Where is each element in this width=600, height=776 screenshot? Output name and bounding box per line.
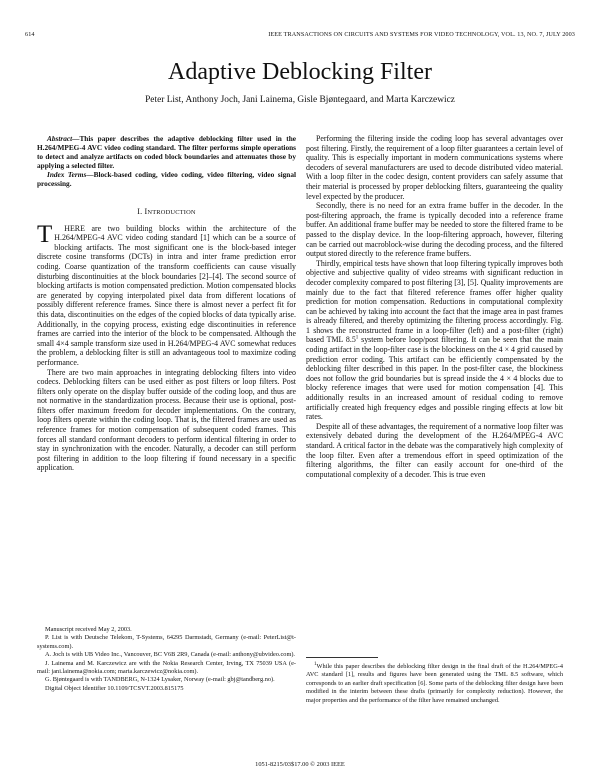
footnote-lainema: J. Lainema and M. Karczewicz are with the Nokia Research Center, Irving, TX 75039 USA (e-mail: jani.lainema@nokia.com; marta.karczewicz@nokia.com). [37,659,296,676]
intro-paragraph-1-text: HERE are two building blocks within the architecture of the H.264/MPEG-4 AVC video coding standard [1] which can be a source of blocking artifacts. The most significant one is the block-based integer discrete cosine transforms (DCTs) in intra and inter frame prediction error coding. Coarse quantization of the transform coefficients can cause visually disturbing discontinuities at the block boundaries [2]–[4]. The second source of blocking artifacts is motion compensated prediction. Motion compensated blocks are generated by copying interpolated pixel data from different locations of possibly different reference frames. Since there is almost never a perfect fit for this data, discontinuities on the edges of the copied blocks of data typically arise. Additionally, in the copying process, existing edge discontinuities in reference frames are carried into the interior of the block to be compensated. Although the small 4×4 sample transform size used in H.264/MPEG-4 AVC somewhat reduces the problem, a deblocking filter is still an advantageous tool to maximize coding performance. [37,223,296,367]
footnote-doi: Digital Object Identifier 10.1109/TCSVT.2003.815175 [45,684,184,692]
right-paragraph-1: Performing the filtering inside the coding loop has several advantages over post filtering. Firstly, the requirement of a loop filter guarantees a certain level of quality. This is especially important in modern communications systems where decoders of several manufacturers are used to decode distributed video material. With a loop filter in the codec design, content providers can safely assume that their material is processed by proper deblocking filters, guaranteeing the quality level expected by the producer. [306,134,563,201]
journal-name: IEEE TRANSACTIONS ON CIRCUITS AND SYSTEMS FOR VIDEO TECHNOLOGY, VOL. 13, NO. 7, JULY 2003 [268,31,575,38]
right-paragraph-4: Despite all of these advantages, the requirement of a normative loop filter was extensively debated during the development of the H.264/MPEG-4 AVC standard. A critical factor in the debate was the comparatively high complexity of the loop filter. Even after a tremendous effort in speed optimization of the filtering algorithms, the filter can easily account for one-third of the computational complexity of a decoder. This is true even [306,421,564,479]
section-heading-introduction [37,207,296,218]
footnote-bjontegaard: G. Bjøntegaard is with TANDBERG, N-1324 Lysaker, Norway (e-mail: gbj@tandberg.no). [45,676,275,684]
abstract [37,134,296,170]
drop-cap: T [37,220,53,248]
section-title-rest: NTRODUCTION [147,209,196,216]
right-paragraph-3-tail: system before loop/post filtering. It can be seen that the main coding artifact in the loop-filter case is the blockiness on the 4 × 4 grid caused by prediction error coding. This artifact can be efficiently compensated by the deblocking filter described in this paper. In the post-filter case, the blockiness does not follow the grid boundaries but is spread inside the 4 × 4 blocks due to blocky reference images that were used for motion compensation [4]. This additionally results in an increased amount of residual coding to remove artificially created high frequency edges and possible ringing effects at low bit rates. [306,335,563,422]
footnote-joch: A. Joch is with UB Video Inc., Vancouver, BC V6B 2R9, Canada (e-mail: anthony@ubvideo.com). [45,651,296,659]
paper-title: Adaptive Deblocking Filter [168,59,432,85]
index-terms-text: —Block-based coding, video coding, video filtering, video signal processing. [37,170,297,188]
copyright-footer: 1051-8215/03$17.00 © 2003 IEEE [255,761,345,768]
running-header [25,31,575,41]
index-terms-label: Index Terms [47,170,87,179]
software-footnote-body: While this paper describes the deblocking filter design in the final draft of the H.264/MPEG-4 AVC standard [1], results and figures have been generated using the TML 8.5 software, which corresponds to an earlier draft specification [6]. Some parts of the deblocking filter design have been modified in the interim between these drafts (primarily for complexity reduction). However, the major properties and the performance of the filter have remained unchanged. [306,663,563,704]
page-number: 614 [25,31,35,38]
author-list: Peter List, Anthony Joch, Jani Lainema, Gisle Bjøntegaard, and Marta Karczewicz [145,95,455,105]
right-paragraph-2: Secondly, there is no need for an extra frame buffer in the decoder. In the post-filtering approach, the frame is typically decoded into a reference frame buffer. An additional frame buffer may be needed to store the filtered frame to be passed to the display device. In the loop-filtering approach, however, filtering can be carried out macroblock-wise during the decoding process, and the filtered output stored directly to the reference frame buffers. [306,201,563,259]
software-footnote [306,663,563,705]
footnote-rule [306,657,378,658]
right-paragraph-3 [306,259,563,422]
software-footnote-text [306,663,563,705]
abstract-text: —This paper describes the adaptive deblocking filter used in the H.264/MPEG-4 AVC video coding standard. The filter performs simple operations to detect and analyze artifacts on coded block boundaries and attenuates those by applying a selected filter. [37,134,296,170]
author-footnote [37,626,296,693]
abstract-label: Abstract [47,134,73,143]
software-footnote-marker: 1 [314,661,317,667]
footnote-received: Manuscript received May 2, 2003. [45,626,132,633]
right-column [306,134,563,479]
footnote-marker: 1 [355,335,359,341]
right-paragraph-3-text: Thirdly, empirical tests have shown that loop filtering typically improves both objective and subjective quality of video streams with significant reduction in decoder complexity compared to post filtering [3], [5]. Quality improvements are mainly due to the fact that filtered reference frames offer higher quality prediction for motion compensation. Reductions in computational complexity can be achieved by taking into account the fact that the image area in past frames is already filtered, and thereby optimizing the filtering process accordingly. Fig. 1 shows the reconstructed frame in a loop-filter (left) and a post-filter (right) based TML 8.5 [306,258,563,345]
left-column [37,134,296,473]
intro-paragraph-2: There are two main approaches in integrating deblocking filters into video codecs. Deblocking filters can be used either as post filters or loop filters. Post filters only operate on the display buffer outside of the coding loop, and thus are not normative in the standardization process. Because their use is optional, post-filters offer maximum freedom for decoder implementations. On the contrary, loop filters operate within the coding loop. That is, the filtered frames are used as reference frames for motion compensation of subsequent coded frames. This forces all standard conformant decoders to perform identical filtering in order to stay in synchronization with the encoder. Naturally, a decoder can still perform post filtering in addition to the loop filtering if found necessary in a specific application. [37,367,296,473]
section-title-initial: I [144,207,148,216]
footnote-list: P. List is with Deutsche Telekom, T-Systems, 64295 Darmstadt, Germany (e-mail: PeterList@t-systems.com). [37,634,296,650]
index-terms [37,170,296,188]
intro-paragraph-1 [37,220,296,368]
section-number: I. [137,207,143,216]
